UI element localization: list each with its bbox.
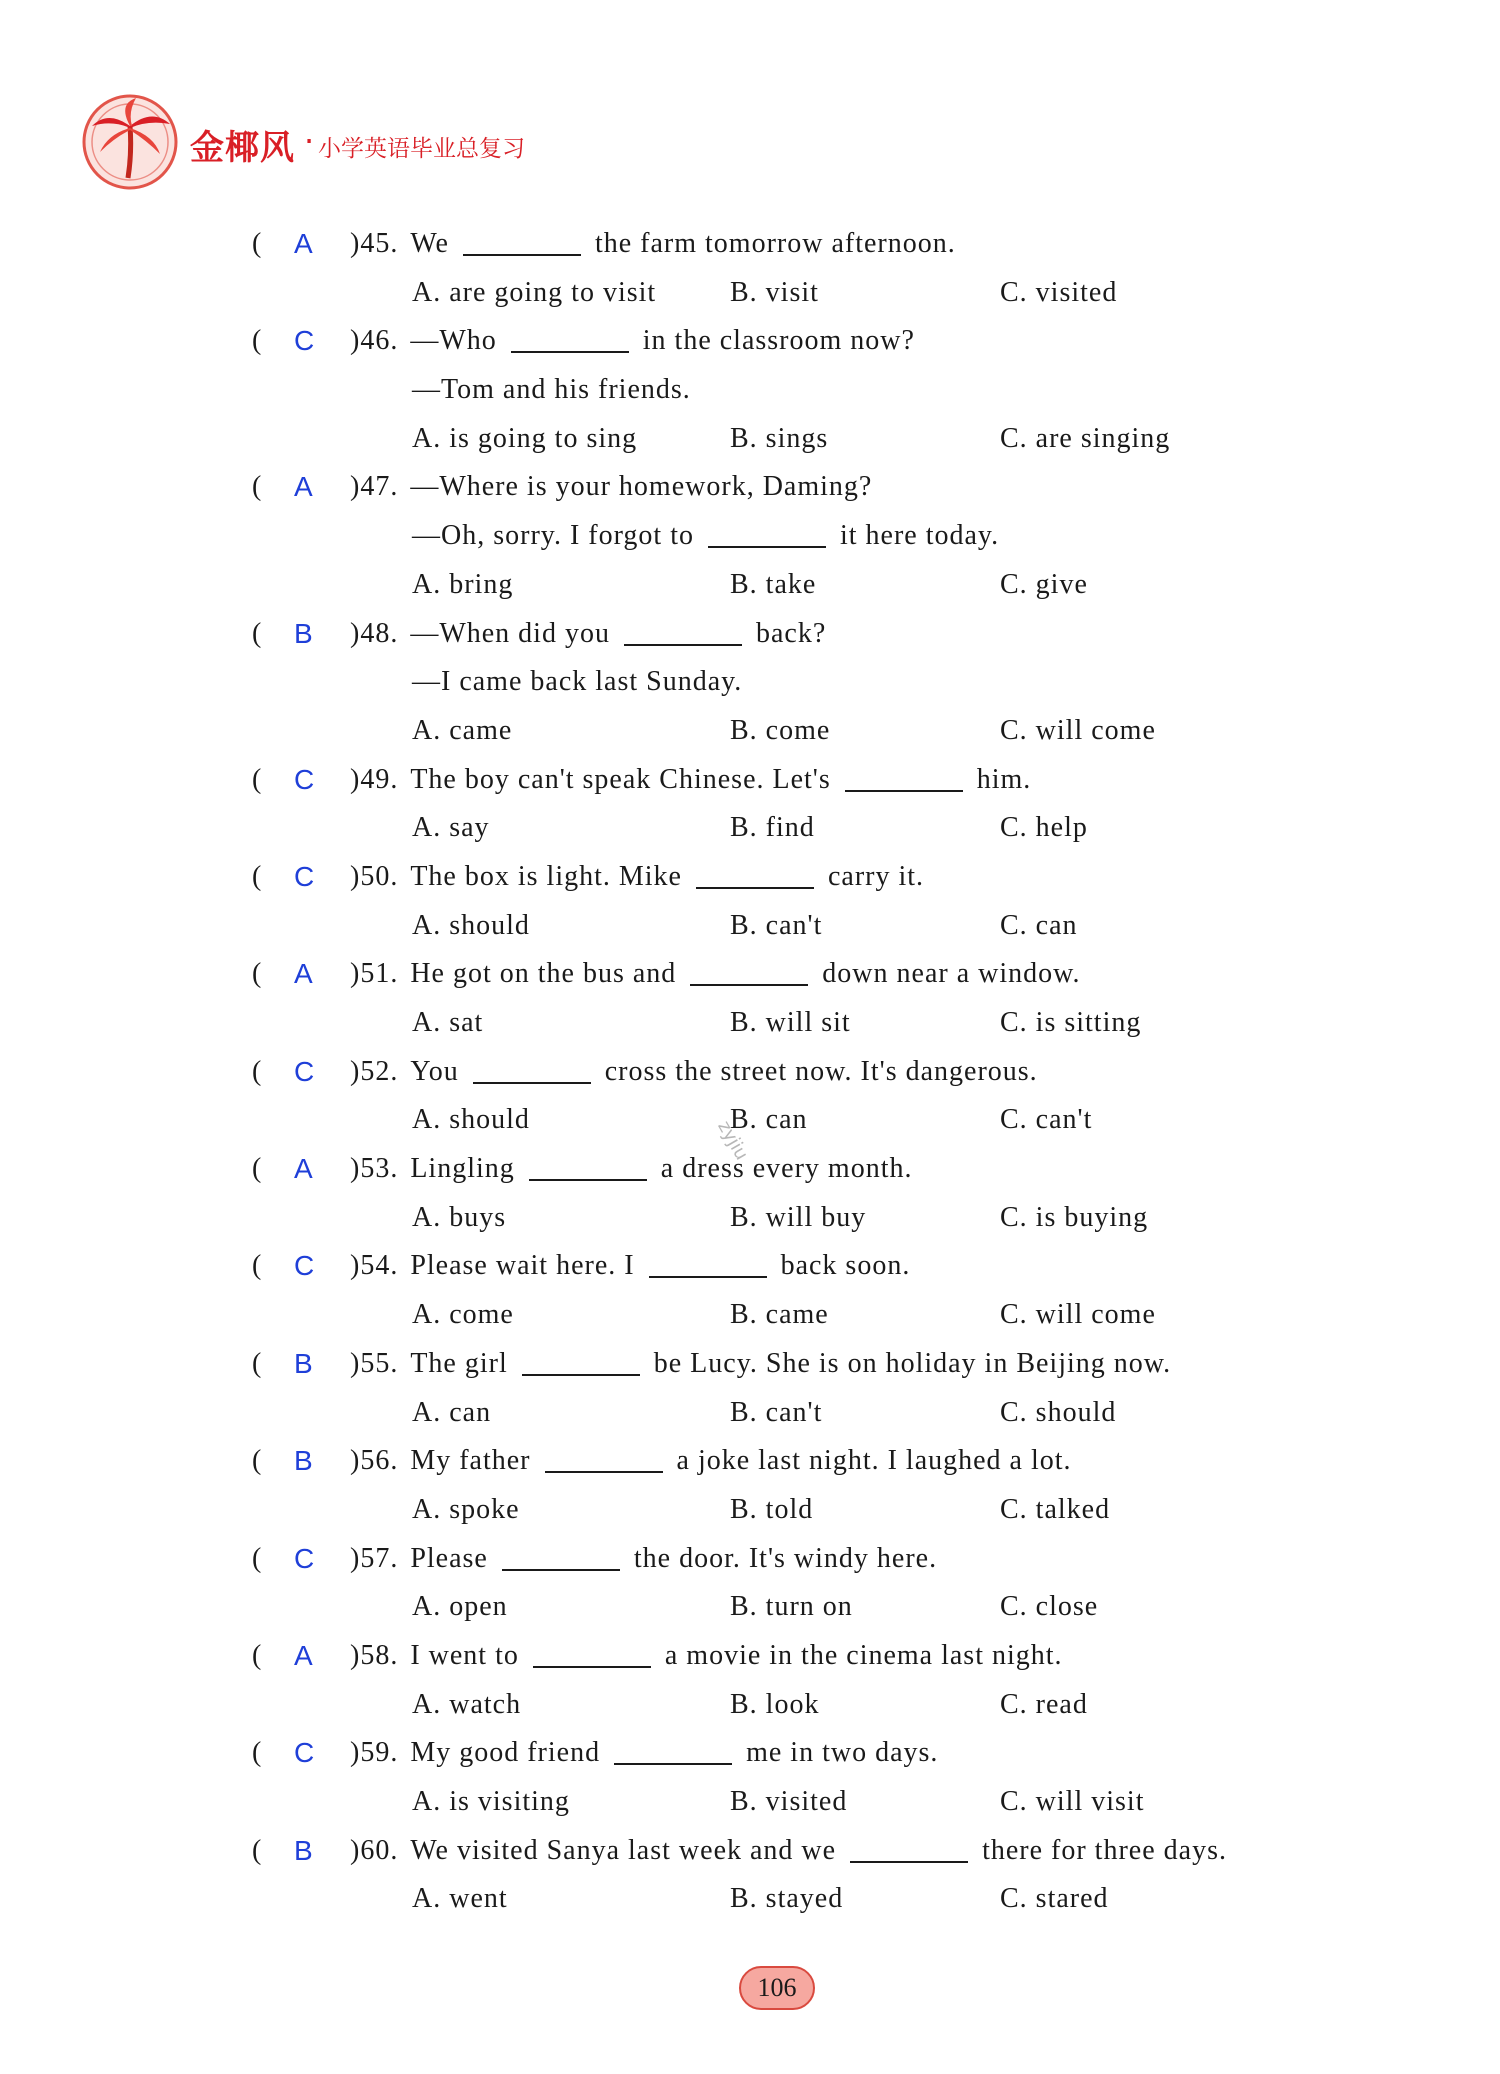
- question-stem: [350, 463, 872, 512]
- question-item: [252, 610, 1372, 756]
- stem-text-before: You: [410, 1055, 459, 1087]
- stem-text-after: a joke last night. I laughed a lot.: [676, 1445, 1072, 1477]
- answer-blank: [614, 1733, 732, 1765]
- option-c: C. can: [1000, 909, 1078, 941]
- question-item: [252, 1145, 1372, 1242]
- options-line: [252, 999, 1372, 1048]
- brand-name: 金椰风: [190, 128, 295, 168]
- open-paren: (: [252, 1737, 263, 1769]
- question-item: [252, 756, 1372, 853]
- dialogue-after-blank: it here today.: [839, 520, 1000, 552]
- answer-blank: [473, 1052, 591, 1084]
- option-a: A. sat: [412, 1007, 484, 1038]
- answer-letter: C: [294, 1737, 316, 1769]
- open-paren: (: [252, 1055, 263, 1087]
- option-c: C. visited: [1000, 276, 1118, 308]
- option-b: B. come: [730, 714, 831, 746]
- stem-text-after: me in two days.: [746, 1737, 939, 1769]
- stem-text-after: back soon.: [780, 1250, 911, 1282]
- page-number: 106: [739, 1966, 815, 2010]
- question-list: [252, 220, 1372, 1924]
- open-paren: (: [252, 1347, 263, 1379]
- question-number: )52.: [350, 1055, 399, 1087]
- question-stem: [350, 1437, 1072, 1486]
- answer-blank: [649, 1246, 767, 1278]
- answer-letter: A: [294, 1639, 314, 1671]
- question-stem: [350, 1340, 1171, 1389]
- option-a: A. can: [412, 1396, 492, 1428]
- answer-blank: [708, 516, 826, 548]
- option-a: A. went: [412, 1883, 508, 1915]
- option-a: A. watch: [412, 1688, 522, 1720]
- question-stem-line: [252, 317, 1372, 366]
- option-c: C. should: [1000, 1396, 1117, 1428]
- answer-letter: C: [294, 1542, 316, 1574]
- question-number: )57.: [350, 1542, 399, 1574]
- stem-text-before: —Where is your homework, Daming?: [410, 471, 873, 503]
- option-b: B. can't: [730, 1396, 823, 1428]
- stem-text-after: down near a window.: [822, 958, 1081, 990]
- option-a: A. came: [412, 714, 513, 746]
- options-line: [252, 1875, 1372, 1924]
- options-line: [252, 707, 1372, 756]
- stem-text-before: —When did you: [410, 617, 610, 649]
- stem-text-after: in the classroom now?: [642, 325, 915, 357]
- question-stem: [350, 1827, 1227, 1876]
- open-paren: (: [252, 958, 263, 990]
- question-number: )45.: [350, 228, 399, 259]
- question-item: [252, 853, 1372, 950]
- question-stem: [350, 1729, 938, 1778]
- options-line: [252, 902, 1372, 951]
- dialogue-text: —I came back last Sunday.: [412, 666, 743, 698]
- option-b: B. look: [730, 1688, 820, 1720]
- option-a: A. come: [412, 1299, 514, 1331]
- stem-text-before: My good friend: [410, 1737, 601, 1769]
- option-a: A. should: [412, 1104, 530, 1136]
- option-b: B. stayed: [730, 1883, 844, 1915]
- stem-text-before: We visited Sanya last week and we: [410, 1834, 837, 1866]
- stem-text-after: be Lucy. She is on holiday in Beijing now.: [653, 1347, 1172, 1379]
- question-stem: [350, 317, 915, 366]
- question-number: )46.: [350, 325, 399, 357]
- option-a: A. open: [412, 1591, 508, 1623]
- stem-text-before: My father: [410, 1445, 531, 1477]
- option-a: A. bring: [412, 568, 514, 600]
- question-number: )58.: [350, 1639, 399, 1671]
- question-stem-line: [252, 463, 1372, 512]
- option-c: C. is sitting: [1000, 1007, 1142, 1038]
- stem-text-after: back?: [755, 617, 827, 649]
- answer-letter: A: [294, 228, 314, 259]
- question-item: [252, 950, 1372, 1047]
- question-item: [252, 1340, 1372, 1437]
- option-b: B. find: [730, 812, 815, 844]
- answer-letter: A: [294, 958, 314, 990]
- question-stem-line: [252, 1437, 1372, 1486]
- stem-text-after: there for three days.: [982, 1834, 1227, 1866]
- question-stem-line: [252, 1242, 1372, 1291]
- question-number: )54.: [350, 1250, 399, 1282]
- question-stem-line: [252, 610, 1372, 659]
- question-stem: [350, 853, 924, 902]
- open-paren: (: [252, 763, 263, 795]
- answer-letter: C: [294, 860, 316, 892]
- book-subtitle: 小学英语毕业总复习: [318, 136, 525, 162]
- option-c: C. will come: [1000, 714, 1156, 746]
- question-number: )55.: [350, 1347, 399, 1379]
- answer-letter: B: [294, 1445, 314, 1477]
- question-stem: [350, 950, 1081, 999]
- option-c: C. can't: [1000, 1104, 1093, 1136]
- dialogue-before-blank: —Oh, sorry. I forgot to: [412, 520, 694, 552]
- option-a: A. buys: [412, 1201, 507, 1233]
- answer-letter: A: [294, 471, 314, 503]
- options-line: [252, 1681, 1372, 1730]
- dialogue-line: [252, 512, 1372, 561]
- palm-tree-logo-icon: [78, 92, 182, 192]
- stem-text-after: cross the street now. It's dangerous.: [604, 1055, 1038, 1087]
- options-line: [252, 561, 1372, 610]
- stem-text-before: The boy can't speak Chinese. Let's: [410, 763, 831, 795]
- option-c: C. close: [1000, 1591, 1099, 1623]
- question-stem-line: [252, 1340, 1372, 1389]
- option-c: C. help: [1000, 812, 1088, 844]
- options-line: [252, 1096, 1372, 1145]
- watermark: zyjiu: [713, 1117, 753, 1164]
- option-c: C. talked: [1000, 1493, 1111, 1525]
- options-line: [252, 415, 1372, 464]
- dialogue-text: [412, 512, 999, 561]
- answer-blank: [696, 857, 814, 889]
- answer-letter: C: [294, 1055, 316, 1087]
- answer-letter: B: [294, 1834, 314, 1866]
- question-stem-line: [252, 950, 1372, 999]
- question-number: )48.: [350, 617, 399, 649]
- answer-letter: C: [294, 325, 316, 357]
- dialogue-text: —Tom and his friends.: [412, 374, 691, 406]
- question-stem: [350, 1535, 937, 1584]
- option-c: C. is buying: [1000, 1201, 1149, 1233]
- question-number: )59.: [350, 1737, 399, 1769]
- option-b: B. told: [730, 1493, 814, 1525]
- stem-text-before: We: [410, 228, 449, 259]
- question-item: [252, 317, 1372, 463]
- question-item: [252, 220, 1372, 317]
- question-stem-line: [252, 1535, 1372, 1584]
- question-stem: [350, 756, 1031, 805]
- brand-separator: ·: [304, 122, 315, 160]
- stem-text-after: a dress every month.: [660, 1153, 913, 1185]
- answer-blank: [545, 1441, 663, 1473]
- question-stem-line: [252, 1145, 1372, 1194]
- option-c: C. stared: [1000, 1883, 1109, 1915]
- question-number: )60.: [350, 1834, 399, 1866]
- options-line: [252, 1291, 1372, 1340]
- options-line: [252, 1194, 1372, 1243]
- option-c: C. are singing: [1000, 422, 1171, 454]
- option-a: A. should: [412, 909, 530, 941]
- option-a: A. are going to visit: [412, 276, 657, 308]
- answer-blank: [502, 1539, 620, 1571]
- answer-blank: [850, 1831, 968, 1863]
- answer-blank: [463, 224, 581, 256]
- options-line: [252, 1486, 1372, 1535]
- stem-text-after: a movie in the cinema last night.: [664, 1639, 1063, 1671]
- option-b: B. can't: [730, 909, 823, 941]
- stem-text-before: Lingling: [410, 1153, 515, 1185]
- answer-blank: [533, 1636, 651, 1668]
- option-b: B. will sit: [730, 1007, 851, 1038]
- question-stem: [350, 1632, 1063, 1681]
- answer-blank: [845, 760, 963, 792]
- open-paren: (: [252, 471, 263, 503]
- options-line: [252, 269, 1372, 318]
- option-c: C. give: [1000, 568, 1088, 600]
- option-a: A. say: [412, 812, 490, 844]
- answer-letter: B: [294, 1347, 314, 1379]
- option-b: B. visit: [730, 276, 819, 308]
- option-a: A. spoke: [412, 1493, 520, 1525]
- stem-text-before: —Who: [410, 325, 497, 357]
- question-number: )49.: [350, 763, 399, 795]
- open-paren: (: [252, 325, 263, 357]
- option-b: B. visited: [730, 1786, 848, 1817]
- stem-text-before: The girl: [410, 1347, 508, 1379]
- question-item: [252, 1535, 1372, 1632]
- option-a: A. is visiting: [412, 1786, 570, 1817]
- stem-text-after: the farm tomorrow afternoon.: [594, 228, 956, 259]
- option-b: B. turn on: [730, 1591, 853, 1623]
- option-b: B. sings: [730, 422, 829, 454]
- option-c: C. will visit: [1000, 1786, 1145, 1817]
- open-paren: (: [252, 1542, 263, 1574]
- answer-blank: [690, 954, 808, 986]
- open-paren: (: [252, 1250, 263, 1282]
- options-line: [252, 1389, 1372, 1438]
- stem-text-after: carry it.: [827, 860, 925, 892]
- stem-text-after: him.: [976, 763, 1032, 795]
- options-line: [252, 1583, 1372, 1632]
- dialogue-line: [252, 366, 1372, 415]
- stem-text-before: I went to: [410, 1639, 519, 1671]
- question-item: [252, 1632, 1372, 1729]
- stem-text-before: Please: [410, 1542, 488, 1574]
- question-stem: [350, 1145, 913, 1194]
- question-item: [252, 1242, 1372, 1339]
- question-number: )53.: [350, 1153, 399, 1185]
- answer-letter: B: [294, 617, 314, 649]
- option-b: B. can: [730, 1104, 808, 1136]
- answer-letter: C: [294, 763, 316, 795]
- question-stem-line: [252, 1632, 1372, 1681]
- answer-blank: [624, 614, 742, 646]
- option-a: A. is going to sing: [412, 422, 638, 454]
- question-stem-line: [252, 220, 1372, 269]
- question-number: )56.: [350, 1445, 399, 1477]
- open-paren: (: [252, 860, 263, 892]
- question-stem-line: [252, 756, 1372, 805]
- question-stem-line: [252, 853, 1372, 902]
- open-paren: (: [252, 1834, 263, 1866]
- question-stem: [350, 610, 826, 659]
- question-number: )47.: [350, 471, 399, 503]
- dialogue-line: [252, 658, 1372, 707]
- question-item: [252, 1048, 1372, 1145]
- question-stem-line: [252, 1729, 1372, 1778]
- answer-blank: [522, 1344, 640, 1376]
- question-stem: [350, 220, 956, 269]
- option-b: B. came: [730, 1299, 829, 1331]
- question-item: [252, 1729, 1372, 1826]
- question-stem-line: [252, 1827, 1372, 1876]
- answer-blank: [511, 321, 629, 353]
- open-paren: (: [252, 1445, 263, 1477]
- question-item: [252, 1437, 1372, 1534]
- options-line: [252, 804, 1372, 853]
- question-stem: [350, 1048, 1038, 1097]
- question-number: )50.: [350, 860, 399, 892]
- open-paren: (: [252, 1153, 263, 1185]
- options-line: [252, 1778, 1372, 1827]
- open-paren: (: [252, 1639, 263, 1671]
- answer-letter: A: [294, 1153, 314, 1185]
- stem-text-before: He got on the bus and: [410, 958, 677, 990]
- open-paren: (: [252, 617, 263, 649]
- page-header: [78, 92, 778, 192]
- question-item: [252, 463, 1372, 609]
- option-b: B. take: [730, 568, 817, 600]
- stem-text-before: Please wait here. I: [410, 1250, 635, 1282]
- option-b: B. will buy: [730, 1201, 867, 1233]
- question-number: )51.: [350, 958, 399, 990]
- stem-text-before: The box is light. Mike: [410, 860, 682, 892]
- answer-blank: [529, 1149, 647, 1181]
- question-stem: [350, 1242, 910, 1291]
- question-item: [252, 1827, 1372, 1924]
- question-stem-line: [252, 1048, 1372, 1097]
- stem-text-after: the door. It's windy here.: [633, 1542, 938, 1574]
- open-paren: (: [252, 228, 263, 259]
- answer-letter: C: [294, 1250, 316, 1282]
- option-c: C. read: [1000, 1688, 1088, 1720]
- option-c: C. will come: [1000, 1299, 1156, 1331]
